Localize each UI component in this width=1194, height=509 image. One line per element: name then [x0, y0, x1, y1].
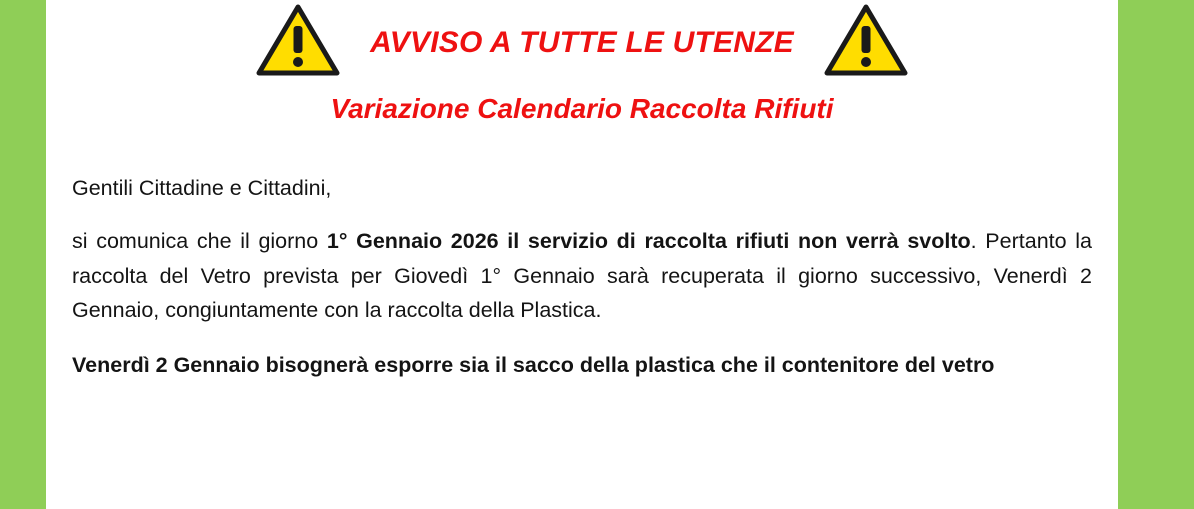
page-subtitle: Variazione Calendario Raccolta Rifiuti: [330, 93, 834, 124]
greeting-paragraph: Gentili Cittadine e Cittadini,: [72, 176, 332, 200]
instruction-paragraph: Venerdì 2 Gennaio bisognerà esporre sia il sacco della plastica che il contenitore del vetro: [72, 353, 995, 378]
page-title: AVVISO A TUTTE LE UTENZE: [370, 25, 794, 59]
warning-triangle-icon: [824, 4, 908, 81]
title-row: [46, 4, 1118, 81]
notice-paragraph: [72, 224, 1092, 328]
notice-part-1: si comunica che il giorno: [72, 228, 327, 253]
notice-bold-1: 1° Gennaio 2026 il servizio di raccolta rifiuti non verrà svolto: [326, 228, 971, 253]
notice-part-2: . Pertanto la raccolta del Vetro prevista per Giovedì 1° Gennaio sarà recuperata il giorno successivo, Venerdì 2 Gennaio, congiuntamente con la raccolta della Plastica.: [72, 228, 1092, 323]
document-body: [46, 171, 1118, 383]
document-page: [46, 0, 1118, 509]
document-header: [46, 0, 1118, 125]
warning-triangle-icon: [256, 4, 340, 81]
